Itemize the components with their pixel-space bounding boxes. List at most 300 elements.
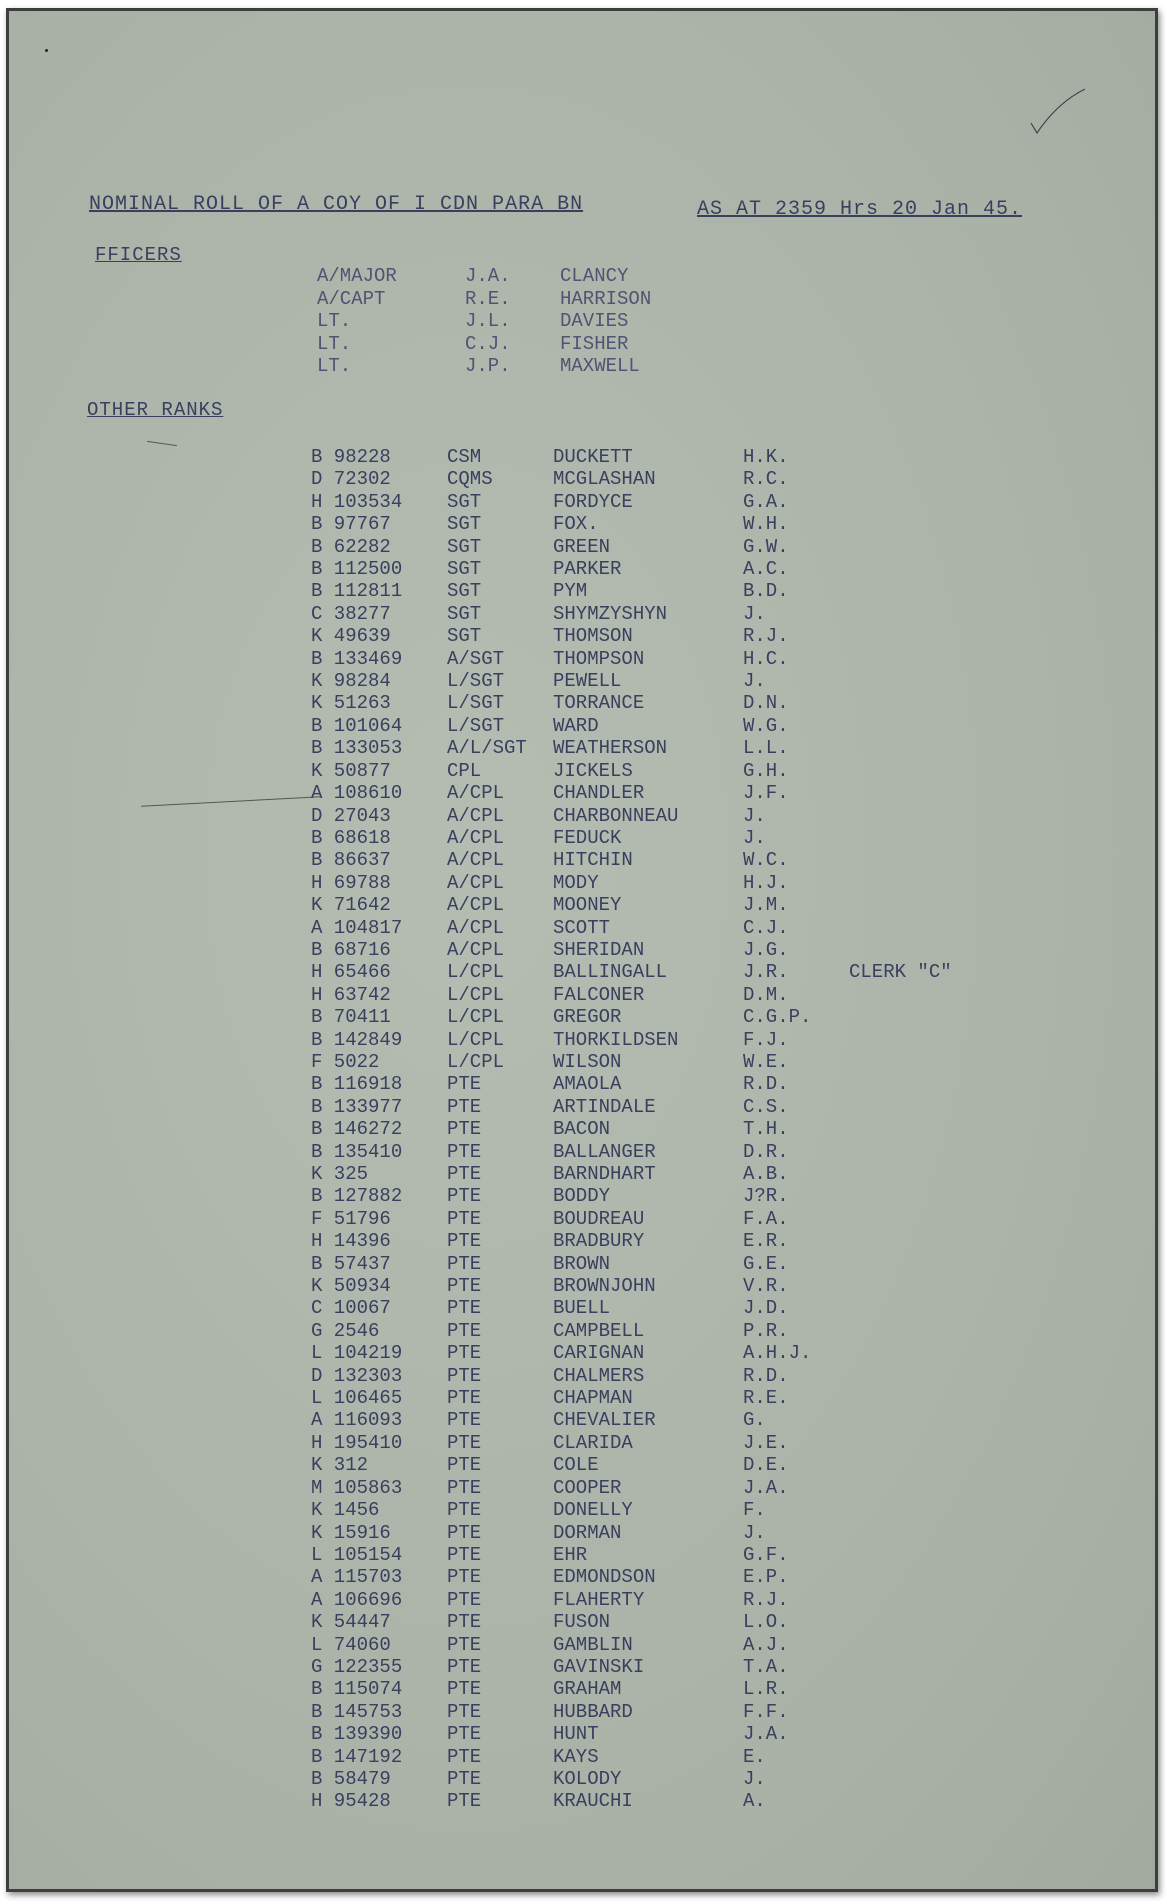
surname: BUELL (553, 1297, 611, 1320)
rank: A/L/SGT (447, 737, 527, 760)
service-number: H 65466 (311, 961, 391, 984)
initials: H.J. (743, 871, 789, 894)
surname: DONELLY (553, 1499, 633, 1522)
surname: HUBBARD (553, 1700, 633, 1723)
service-number: K 54447 (311, 1611, 391, 1634)
roll-row (311, 782, 952, 804)
rank: PTE (447, 1252, 482, 1275)
rank: PTE (447, 1767, 482, 1790)
officer-row (317, 265, 651, 288)
service-number: B 115074 (311, 1678, 403, 1701)
service-number: K 71642 (311, 894, 391, 917)
surname: CHAPMAN (553, 1387, 633, 1410)
service-number: H 14396 (311, 1230, 391, 1253)
service-number: B 97767 (311, 513, 391, 536)
rank: PTE (447, 1073, 482, 1096)
rank: PTE (447, 1431, 482, 1454)
roll-row (311, 1096, 952, 1118)
surname: PYM (553, 580, 588, 603)
surname: EHR (553, 1543, 588, 1566)
surname: WILSON (553, 1050, 622, 1073)
roll-row (311, 1432, 952, 1454)
initials: L.R. (743, 1678, 789, 1701)
surname: BALLANGER (553, 1140, 656, 1163)
officer-initials: J.P. (465, 355, 511, 377)
surname: BRADBURY (553, 1230, 645, 1253)
service-number: L 104219 (311, 1342, 403, 1365)
rank: PTE (447, 1543, 482, 1566)
initials: G. (743, 1409, 766, 1432)
service-number: K 325 (311, 1163, 369, 1185)
service-number: B 112811 (311, 580, 403, 603)
rank: PTE (447, 1185, 482, 1208)
initials: G.A. (743, 490, 789, 513)
surname: EDMONDSON (553, 1566, 656, 1589)
officer-rank: A/CAPT (317, 287, 386, 310)
rank: A/CPL (447, 894, 505, 917)
rank: PTE (447, 1297, 482, 1320)
initials: J.A. (743, 1476, 789, 1499)
rank: PTE (447, 1118, 482, 1141)
surname: SCOTT (553, 916, 611, 939)
service-number: K 98284 (311, 670, 391, 693)
roll-row (311, 1477, 952, 1499)
service-number: L 105154 (311, 1543, 403, 1566)
document-date: AS AT 2359 Hrs 20 Jan 45. (697, 198, 1023, 221)
surname: CHARBONNEAU (553, 804, 679, 827)
rank: PTE (447, 1790, 482, 1813)
surname: KAYS (553, 1745, 599, 1768)
surname: CHANDLER (553, 782, 645, 805)
initials: J.D. (743, 1297, 789, 1320)
roll-row (311, 760, 952, 782)
surname: BROWN (553, 1252, 611, 1275)
rank: A/CPL (447, 916, 505, 939)
roll-row (311, 1230, 952, 1252)
roll-row (311, 1342, 952, 1364)
service-number: B 58479 (311, 1767, 391, 1790)
roll-row (311, 1163, 952, 1185)
initials: W.G. (743, 714, 789, 737)
service-number: H 95428 (311, 1790, 391, 1813)
service-number: C 38277 (311, 602, 391, 625)
roll-row (311, 1701, 952, 1723)
roll-row (311, 737, 952, 759)
roll-row (311, 1141, 952, 1163)
initials: J.F. (743, 782, 789, 805)
roll-row (311, 1051, 952, 1073)
remark: CLERK "C" (849, 961, 952, 984)
rank: PTE (447, 1499, 482, 1522)
surname: FOX. (553, 513, 599, 536)
surname: CARIGNAN (553, 1342, 645, 1365)
initials: E.P. (743, 1566, 789, 1589)
roll-row (311, 715, 952, 737)
officer-surname: DAVIES (560, 310, 629, 332)
rank: PTE (447, 1745, 482, 1768)
service-number: D 27043 (311, 804, 391, 827)
surname: FORDYCE (553, 490, 633, 513)
surname: ARTINDALE (553, 1095, 656, 1118)
service-number: A 116093 (311, 1409, 403, 1432)
rank: PTE (447, 1700, 482, 1723)
initials: T.H. (743, 1118, 789, 1141)
rank: L/SGT (447, 670, 505, 693)
surname: THORKILDSEN (553, 1028, 679, 1051)
initials: J.R. (743, 961, 789, 984)
service-number: B 127882 (311, 1185, 403, 1208)
roll-row (311, 513, 952, 535)
initials: R.E. (743, 1387, 789, 1410)
initials: R.D. (743, 1073, 789, 1096)
surname: GRAHAM (553, 1678, 622, 1701)
rank: A/SGT (447, 647, 505, 670)
document-title: NOMINAL ROLL OF A COY OF I CDN PARA BN (89, 193, 584, 216)
rank: SGT (447, 602, 482, 625)
rank: PTE (447, 1454, 482, 1477)
service-number: B 133977 (311, 1095, 403, 1118)
service-number: B 57437 (311, 1252, 391, 1275)
initials: T.A. (743, 1655, 789, 1678)
initials: E.R. (743, 1230, 789, 1253)
rank: L/SGT (447, 692, 505, 715)
initials: D.R. (743, 1140, 789, 1163)
surname: FLAHERTY (553, 1588, 645, 1611)
rank: L/CPL (447, 1028, 505, 1051)
roll-row (311, 1589, 952, 1611)
surname: AMAOLA (553, 1073, 622, 1096)
rank: PTE (447, 1163, 482, 1185)
other-ranks-heading: OTHER RANKS (87, 399, 224, 421)
service-number: A 106696 (311, 1588, 403, 1611)
surname: GREGOR (553, 1006, 622, 1029)
initials: A. (743, 1790, 766, 1813)
roll-row (311, 894, 952, 916)
surname: WARD (553, 714, 599, 737)
initials: G.F. (743, 1543, 789, 1566)
surname: THOMSON (553, 625, 633, 648)
rank: SGT (447, 513, 482, 536)
service-number: B 133469 (311, 647, 403, 670)
surname: KRAUCHI (553, 1790, 633, 1813)
rank: A/CPL (447, 938, 505, 961)
roll-row (311, 1634, 952, 1656)
initials: G.H. (743, 759, 789, 782)
surname: FUSON (553, 1611, 611, 1634)
roll-row (311, 536, 952, 558)
initials: C.S. (743, 1095, 789, 1118)
initials: P.R. (743, 1319, 789, 1342)
initials: E. (743, 1745, 766, 1768)
roll-row (311, 1185, 952, 1207)
roll-row (311, 491, 952, 513)
service-number: B 139390 (311, 1723, 403, 1746)
roll-row (311, 984, 952, 1006)
surname: DORMAN (553, 1521, 622, 1544)
roll-row (311, 1611, 952, 1633)
service-number: B 112500 (311, 558, 403, 581)
service-number: K 50877 (311, 759, 391, 782)
surname: GAMBLIN (553, 1633, 633, 1656)
officers-table (317, 265, 651, 378)
rank: PTE (447, 1611, 482, 1634)
initials: J. (743, 670, 766, 693)
initials: J.E. (743, 1431, 789, 1454)
roll-row (311, 1566, 952, 1588)
rank: PTE (447, 1566, 482, 1589)
service-number: B 145753 (311, 1700, 403, 1723)
service-number: K 51263 (311, 692, 391, 715)
service-number: B 135410 (311, 1140, 403, 1163)
roll-row (311, 1297, 952, 1319)
initials: W.H. (743, 513, 789, 536)
initials: F.F. (743, 1700, 789, 1723)
surname: SHYMZYSHYN (553, 602, 668, 625)
document-sheet (6, 8, 1158, 1892)
service-number: D 72302 (311, 468, 391, 491)
roll-row (311, 1656, 952, 1678)
service-number: B 70411 (311, 1006, 391, 1029)
surname: HUNT (553, 1723, 599, 1746)
officer-initials: J.A. (465, 265, 511, 287)
surname: CHALMERS (553, 1364, 645, 1387)
roll-row (311, 961, 952, 983)
roll-row (311, 580, 952, 602)
roll-row (311, 625, 952, 647)
surname: CLARIDA (553, 1431, 633, 1454)
initials: C.J. (743, 916, 789, 939)
initials: J?R. (743, 1185, 789, 1208)
officer-initials: C.J. (465, 332, 511, 355)
surname: MCGLASHAN (553, 468, 656, 491)
roll-row (311, 1006, 952, 1028)
service-number: K 15916 (311, 1521, 391, 1544)
surname: PEWELL (553, 670, 622, 693)
service-number: F 51796 (311, 1207, 391, 1230)
surname: GREEN (553, 535, 611, 558)
rank: PTE (447, 1140, 482, 1163)
surname: FEDUCK (553, 826, 622, 849)
rank: A/CPL (447, 826, 505, 849)
initials: J.A. (743, 1723, 789, 1746)
service-number: B 68618 (311, 826, 391, 849)
officers-heading: FFICERS (95, 244, 182, 266)
rank: PTE (447, 1319, 482, 1342)
officer-rank: LT. (317, 355, 352, 377)
surname: THOMPSON (553, 647, 645, 670)
rank: PTE (447, 1095, 482, 1118)
roll-row (311, 1029, 952, 1051)
roll-row (311, 1365, 952, 1387)
roll-row (311, 1320, 952, 1342)
surname: SHERIDAN (553, 938, 645, 961)
service-number: H 103534 (311, 490, 403, 513)
initials: F. (743, 1499, 766, 1522)
rank: PTE (447, 1230, 482, 1253)
rank: PTE (447, 1655, 482, 1678)
roll-row (311, 1544, 952, 1566)
roll-row (311, 558, 952, 580)
initials: A.J. (743, 1633, 789, 1656)
officer-rank: LT. (317, 310, 352, 332)
service-number: F 5022 (311, 1050, 380, 1073)
rank: PTE (447, 1342, 482, 1365)
surname: BROWNJOHN (553, 1275, 656, 1298)
roll-row (311, 917, 952, 939)
officer-row (317, 310, 651, 333)
service-number: K 312 (311, 1454, 369, 1477)
initials: J. (743, 804, 766, 827)
officer-surname: CLANCY (560, 265, 629, 287)
rank: A/CPL (447, 804, 505, 827)
initials: G.E. (743, 1252, 789, 1275)
service-number: B 133053 (311, 737, 403, 760)
other-ranks-table (311, 446, 952, 1813)
initials: J. (743, 602, 766, 625)
rank: SGT (447, 625, 482, 648)
roll-row (311, 1208, 952, 1230)
service-number: G 2546 (311, 1319, 380, 1342)
surname: TORRANCE (553, 692, 645, 715)
surname: CAMPBELL (553, 1319, 645, 1342)
initials: A.H.J. (743, 1342, 812, 1365)
rank: SGT (447, 558, 482, 581)
rank: SGT (447, 490, 482, 513)
officer-initials: R.E. (465, 287, 511, 310)
officer-rank: A/MAJOR (317, 265, 397, 287)
surname: PARKER (553, 558, 622, 581)
service-number: A 115703 (311, 1566, 403, 1589)
roll-row (311, 1073, 952, 1095)
roll-row (311, 603, 952, 625)
initials: F.A. (743, 1207, 789, 1230)
checkmark-icon (1027, 83, 1087, 143)
initials: R.C. (743, 468, 789, 491)
roll-row (311, 1409, 952, 1431)
surname: DUCKETT (553, 446, 633, 468)
service-number: H 69788 (311, 871, 391, 894)
surname: BALLINGALL (553, 961, 668, 984)
roll-row (311, 1678, 952, 1700)
officer-surname: HARRISON (560, 287, 652, 310)
initials: H.C. (743, 647, 789, 670)
rank: L/SGT (447, 714, 505, 737)
rank: CQMS (447, 468, 493, 491)
officer-initials: J.L. (465, 310, 511, 332)
roll-row (311, 1454, 952, 1476)
initials: R.J. (743, 625, 789, 648)
rank: PTE (447, 1207, 482, 1230)
service-number: B 98228 (311, 446, 391, 468)
service-number: B 116918 (311, 1073, 403, 1096)
initials: D.N. (743, 692, 789, 715)
roll-row (311, 1723, 952, 1745)
surname: CHEVALIER (553, 1409, 656, 1432)
rank: PTE (447, 1364, 482, 1387)
initials: R.D. (743, 1364, 789, 1387)
rank: A/CPL (447, 849, 505, 872)
initials: F.J. (743, 1028, 789, 1051)
surname: BODDY (553, 1185, 611, 1208)
service-number: C 10067 (311, 1297, 391, 1320)
officer-row (317, 333, 651, 356)
rank: PTE (447, 1723, 482, 1746)
roll-row (311, 805, 952, 827)
service-number: H 195410 (311, 1431, 403, 1454)
officer-surname: FISHER (560, 332, 629, 355)
surname: BARNDHART (553, 1163, 656, 1185)
service-number: L 106465 (311, 1387, 403, 1410)
service-number: K 49639 (311, 625, 391, 648)
rank: PTE (447, 1588, 482, 1611)
service-number: B 101064 (311, 714, 403, 737)
initials: D.E. (743, 1454, 789, 1477)
surname: FALCONER (553, 983, 645, 1006)
rank: PTE (447, 1387, 482, 1410)
service-number: H 63742 (311, 983, 391, 1006)
rank: A/CPL (447, 871, 505, 894)
surname: BACON (553, 1118, 611, 1141)
surname: HITCHIN (553, 849, 633, 872)
initials: L.L. (743, 737, 789, 760)
service-number: K 50934 (311, 1275, 391, 1298)
service-number: G 122355 (311, 1655, 403, 1678)
surname: MOONEY (553, 894, 622, 917)
roll-row (311, 1522, 952, 1544)
initials: W.E. (743, 1050, 789, 1073)
initials: C.G.P. (743, 1006, 812, 1029)
initials: B.D. (743, 580, 789, 603)
officer-row (317, 355, 651, 378)
rank: PTE (447, 1476, 482, 1499)
initials: W.C. (743, 849, 789, 872)
service-number: K 1456 (311, 1499, 380, 1522)
service-number: B 146272 (311, 1118, 403, 1141)
initials: R.J. (743, 1588, 789, 1611)
rank: PTE (447, 1678, 482, 1701)
roll-row (311, 446, 952, 468)
initials: H.K. (743, 446, 789, 468)
service-number: M 105863 (311, 1476, 403, 1499)
roll-row (311, 1768, 952, 1790)
surname: MODY (553, 871, 599, 894)
rank: SGT (447, 580, 482, 603)
service-number: B 147192 (311, 1745, 403, 1768)
rank: A/CPL (447, 782, 505, 805)
roll-row (311, 692, 952, 714)
surname: WEATHERSON (553, 737, 668, 760)
rank: SGT (447, 535, 482, 558)
initials: J.M. (743, 894, 789, 917)
surname: JICKELS (553, 759, 633, 782)
roll-row (311, 468, 952, 490)
roll-row (311, 1499, 952, 1521)
initials: D.M. (743, 983, 789, 1006)
initials: J. (743, 826, 766, 849)
roll-row (311, 827, 952, 849)
roll-row (311, 1790, 952, 1812)
surname: BOUDREAU (553, 1207, 645, 1230)
roll-row (311, 1118, 952, 1140)
rank: L/CPL (447, 983, 505, 1006)
service-number: B 86637 (311, 849, 391, 872)
service-number: B 62282 (311, 535, 391, 558)
rank: L/CPL (447, 1050, 505, 1073)
rank: L/CPL (447, 961, 505, 984)
rank: CPL (447, 759, 482, 782)
initials: L.O. (743, 1611, 789, 1634)
service-number: B 142849 (311, 1028, 403, 1051)
